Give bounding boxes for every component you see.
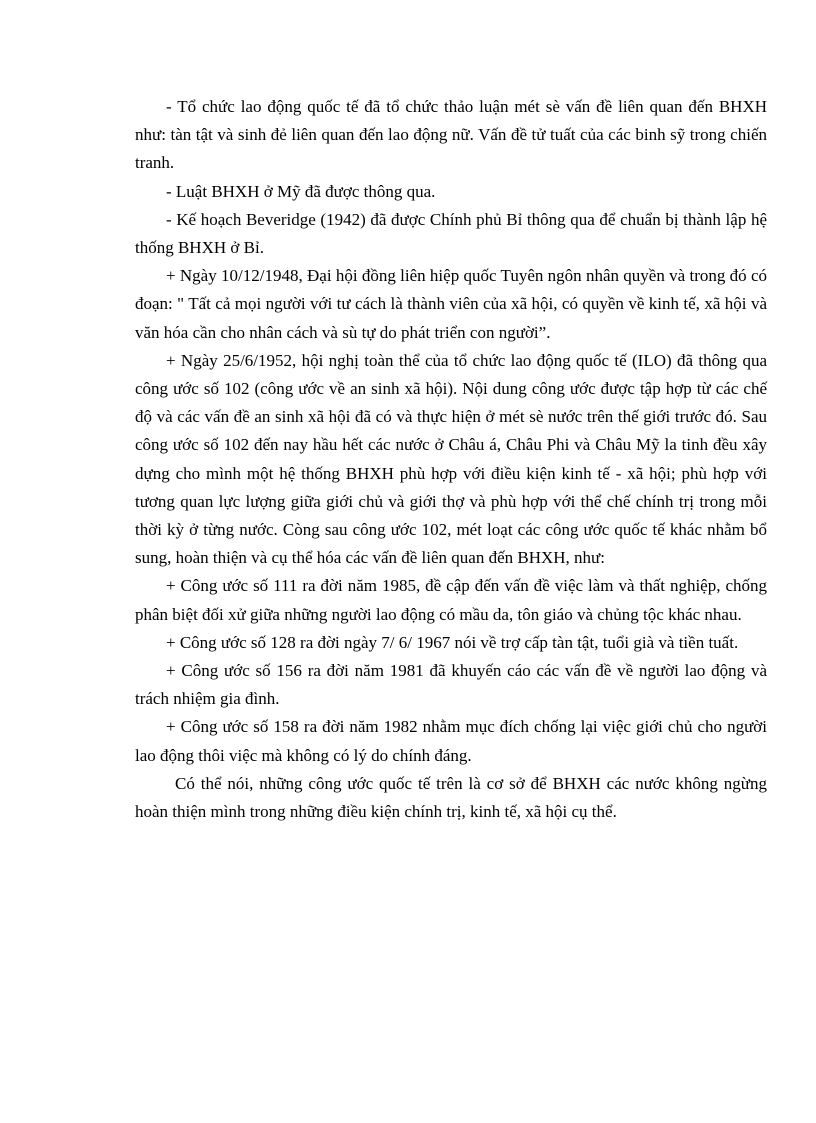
paragraph-convention-158: + Công ước số 158 ra đời năm 1982 nhằm mục đích chống lại việc giới chủ cho người lao động thôi việc mà không có lý do chính đáng. xyxy=(135,717,767,765)
paragraph-us-law: - Luật BHXH ở Mỹ đã được thông qua. xyxy=(166,181,436,201)
paragraph-human-rights-declaration: + Ngày 10/12/1948, Đại hội đồng liên hiệp quốc Tuyên ngôn nhân quyền và trong đó có đoạn: " Tất cả mọi người với tư cách là thành viên của xã hội, có quyền về kinh tế, xã hội và văn hóa cần cho nhân cách và sù tự do phát triển con người”. xyxy=(135,266,767,342)
paragraph-ilo-discussion: - Tổ chức lao động quốc tế đã tổ chức thảo luận mét sè vấn đề liên quan đến BHXH như: tàn tật và sinh đẻ liên quan đến lao động nữ. Vấn đề tử tuất của các binh sỹ trong chiến tranh. xyxy=(135,97,767,173)
paragraph-conclusion: Có thể nói, những công ước quốc tế trên là cơ sở để BHXH các nước không ngừng hoàn thiện mình trong những điều kiện chính trị, kinh tế, xã hội cụ thể. xyxy=(135,773,767,822)
document-page xyxy=(135,93,767,826)
paragraph-convention-102: + Ngày 25/6/1952, hội nghị toàn thể của tổ chức lao động quốc tế (ILO) đã thông qua công ước số 102 (công ước về an sinh xã hội). Nội dung công ước được tập hợp từ các chế độ và các vấn đề an sinh xã hội đã có và thực hiện ở mét sè nước trên thế giới trước đó. Sau công ước số 102 đến nay hầu hết các nước ở Châu á, Châu Phi và Châu Mỹ la tinh đều xây dựng cho mình một hệ thống BHXH phù hợp với điều kiện kinh tế - xã hội; phù hợp với tương quan lực lượng giữa giới chủ và giới thợ và phù hợp với thể chế chính trị trong mỗi thời kỳ ở từng nước. Còng sau công ước 102, mét loạt các công ước quốc tế khác nhằm bổ sung, hoàn thiện và cụ thể hóa các vấn đề liên quan đến BHXH, như: xyxy=(135,350,767,568)
paragraph-convention-156: + Công ước số 156 ra đời năm 1981 đã khuyến cáo các vấn đề về người lao động và trách nhiệm gia đình. xyxy=(135,661,767,709)
paragraph-convention-128: + Công ước số 128 ra đời ngày 7/ 6/ 1967 nói về trợ cấp tàn tật, tuổi già và tiền tuất. xyxy=(166,632,739,652)
paragraph-beveridge-plan: - Kế hoạch Beveridge (1942) đã được Chính phủ Bỉ thông qua để chuẩn bị thành lập hệ thống BHXH ở Bỉ. xyxy=(135,209,767,258)
paragraph-convention-111: + Công ước số 111 ra đời năm 1985, đề cập đến vấn đề việc làm và thất nghiệp, chống phân biệt đối xử giữa những người lao động có mầu da, tôn giáo và chủng tộc khác nhau. xyxy=(135,576,767,624)
